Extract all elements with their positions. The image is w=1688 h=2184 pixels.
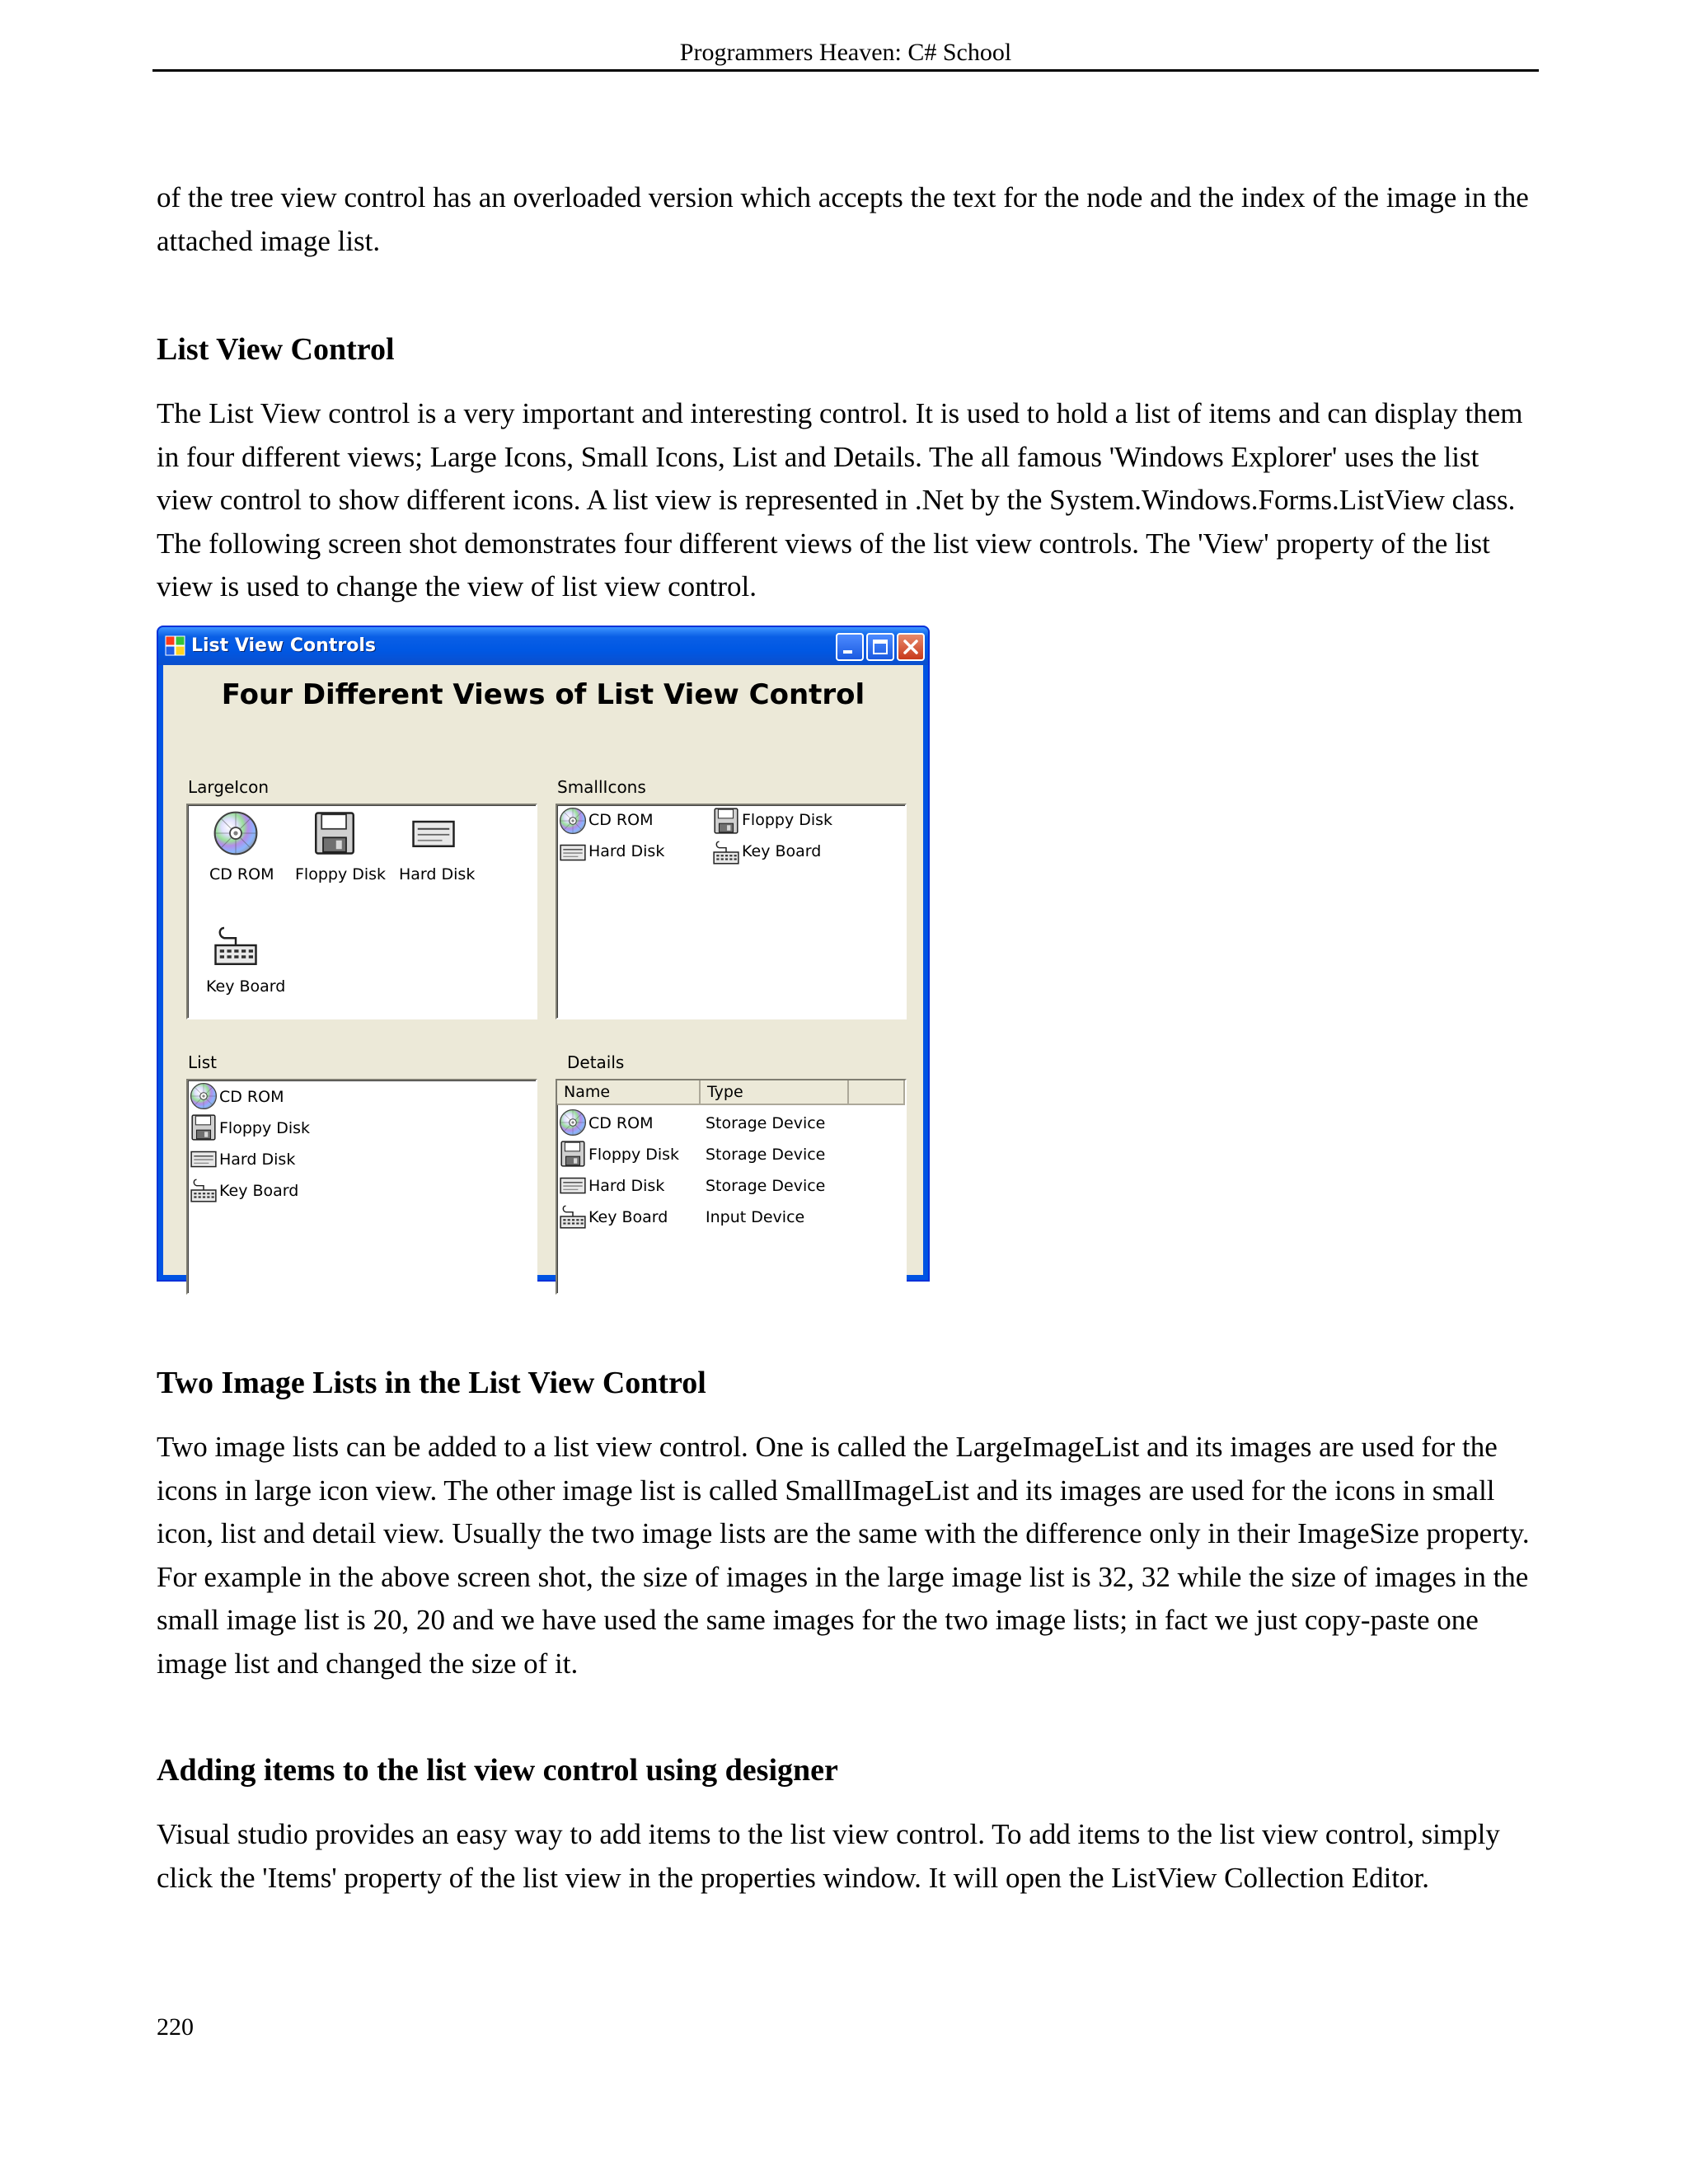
hard-disk-icon (410, 810, 457, 856)
column-header-empty[interactable] (849, 1080, 905, 1105)
section-adding-items-body (157, 1813, 1541, 1900)
table-cell-type: Storage Device (706, 1177, 826, 1195)
label-large-icon: LargeIcon (188, 777, 270, 797)
window-title: List View Controls (191, 635, 376, 656)
close-icon (898, 635, 923, 659)
table-cell-name[interactable]: Floppy Disk (588, 1146, 680, 1164)
header-rule (152, 69, 1539, 72)
body-paragraph: Two image lists can be added to a list view control. One is called the LargeImageList and its images are used for the icons in large icon view. The other image list is called SmallImageList and its images are used for the icons in small icon, list and detail view. Usually the two image lists are the same with the difference only in their ImageSize property. For example in the above screen shot, the size of images in the large image list is 32, 32 while the size of images in the small image list is 20, 20 and we have used the same images for the two image lists; in fact we just copy-paste one image list and changed the size of it. (157, 1431, 1530, 1680)
list-item[interactable]: Key Board (742, 842, 822, 860)
hard-disk-icon (559, 838, 587, 866)
section-list-view-body (157, 392, 1541, 609)
maximize-icon (868, 635, 893, 659)
table-cell-name[interactable]: Hard Disk (588, 1177, 665, 1195)
list-item[interactable]: Key Board (219, 1182, 299, 1200)
intro-block (157, 176, 1541, 263)
table-cell-name[interactable]: Key Board (588, 1208, 668, 1226)
table-cell-type: Storage Device (706, 1146, 826, 1164)
label-list: List (188, 1052, 217, 1072)
label-small-icons: SmallIcons (557, 777, 646, 797)
list-item[interactable]: CD ROM (588, 811, 654, 829)
form-heading: Four Different Views of List View Control (221, 678, 865, 711)
floppy-disk-icon (312, 810, 358, 856)
application-icon (165, 635, 186, 657)
list-item[interactable]: Key Board (206, 977, 286, 996)
form-client-area (163, 665, 923, 1275)
list-item[interactable]: Hard Disk (588, 842, 665, 860)
cd-rom-icon (559, 807, 587, 835)
listview-details[interactable] (556, 1079, 907, 1295)
section-heading: List View Control (157, 332, 395, 367)
floppy-disk-icon (559, 1140, 587, 1168)
list-item[interactable]: Hard Disk (219, 1151, 296, 1169)
hard-disk-icon (190, 1145, 218, 1173)
floppy-disk-icon (712, 807, 740, 835)
list-item[interactable]: CD ROM (219, 1088, 284, 1106)
table-cell-name[interactable]: CD ROM (588, 1114, 654, 1132)
minimize-icon (837, 635, 862, 659)
keyboard-icon (213, 922, 259, 968)
listview-list[interactable] (186, 1079, 537, 1295)
table-cell-type: Input Device (706, 1208, 805, 1226)
keyboard-icon (559, 1202, 587, 1230)
maximize-button[interactable] (866, 633, 894, 661)
body-paragraph: The List View control is a very important and interesting control. It is used to hold a list of items and can display them in four different views; Large Icons, Small Icons, List and Details. The all famous 'Windows Explorer' uses the list view control to show different icons. A list view is represented in .Net by the System.Windows.Forms.ListView class. The following screen shot demonstrates four different views of the list view controls. The 'View' property of the list view is used to change the view of list view control. (157, 397, 1523, 602)
cd-rom-icon (559, 1108, 587, 1137)
listview-small-icons[interactable] (556, 804, 907, 1019)
running-head: Programmers Heaven: C# School (679, 39, 1012, 66)
column-header-type[interactable]: Type (701, 1080, 849, 1105)
column-header-name[interactable]: Name (557, 1080, 701, 1105)
section-two-image-lists (157, 1361, 1541, 1404)
section-heading: Adding items to the list view control using designer (157, 1753, 838, 1788)
table-cell-type: Storage Device (706, 1114, 826, 1132)
floppy-disk-icon (190, 1113, 218, 1141)
list-item[interactable]: Floppy Disk (742, 811, 833, 829)
section-adding-items (157, 1749, 1541, 1792)
cd-rom-icon (213, 810, 259, 856)
intro-paragraph: of the tree view control has an overloaded version which accepts the text for the node and the index of the image in the attached image list. (157, 181, 1529, 257)
list-item[interactable]: Floppy Disk (219, 1119, 311, 1137)
body-paragraph: Visual studio provides an easy way to add items to the list view control. To add items to the list view control, simply click the 'Items' property of the list view in the properties window. It will open the ListView Collection Editor. (157, 1818, 1500, 1894)
list-view-controls-window (157, 626, 930, 1282)
list-item[interactable]: CD ROM (209, 865, 274, 883)
listview-large-icon[interactable] (186, 804, 537, 1019)
label-details: Details (567, 1052, 625, 1072)
page-number: 220 (157, 2013, 194, 2041)
window-title-bar[interactable] (158, 627, 928, 665)
close-button[interactable] (897, 633, 925, 661)
hard-disk-icon (559, 1171, 587, 1199)
section-two-image-lists-body (157, 1426, 1541, 1685)
list-item[interactable]: Hard Disk (399, 865, 476, 883)
minimize-button[interactable] (836, 633, 864, 661)
keyboard-icon (712, 838, 740, 866)
section-list-view-control (157, 328, 1541, 371)
cd-rom-icon (190, 1082, 218, 1110)
keyboard-icon (190, 1176, 218, 1204)
list-item[interactable]: Floppy Disk (295, 865, 387, 883)
section-heading: Two Image Lists in the List View Control (157, 1366, 706, 1400)
